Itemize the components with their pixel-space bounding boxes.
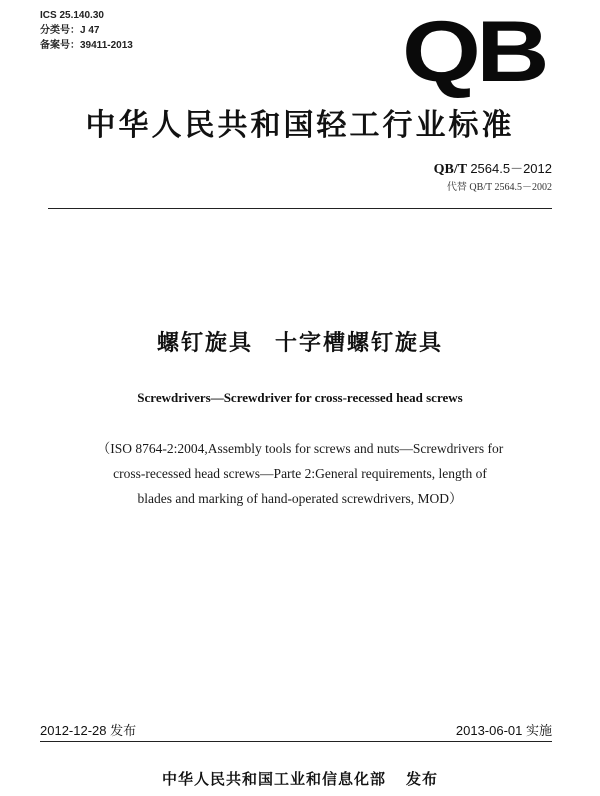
- document-title-cn: [0, 326, 600, 357]
- standard-number: [434, 158, 552, 178]
- publisher: [0, 768, 600, 789]
- iso-line: cross-recessed head screws—Parte 2:General requirements, length of: [113, 466, 487, 481]
- standard-title: 中华人民共和国轻工行业标准: [85, 108, 515, 143]
- standard-prefix: QB/T: [433, 162, 467, 177]
- iso-line: blades and marking of hand-operated screwdrivers, MOD）: [137, 491, 463, 506]
- document-title-en: Screwdrivers—Screwdriver for cross-recessed head screws: [137, 390, 463, 405]
- title-cn-part1: 螺钉旋具: [156, 331, 253, 356]
- standard-number-value: 2564.5－2012: [470, 161, 552, 176]
- footer-divider: [40, 741, 552, 742]
- header-divider: [48, 208, 552, 209]
- publisher-name: 中华人民共和国工业和信息化部: [161, 770, 386, 788]
- implementation-date: 2013-06-01 实施: [455, 723, 552, 738]
- category-code: 分类号：J 47: [40, 25, 100, 36]
- qb-logo: QB: [402, 4, 545, 100]
- document-metadata: [40, 8, 133, 53]
- iso-reference: [60, 436, 540, 511]
- issue-date: 2012-12-28 发布: [40, 723, 137, 738]
- record-number: 备案号：39411-2013: [40, 40, 133, 51]
- ics-code: ICS 25.140.30: [40, 10, 104, 21]
- title-cn-part2: 十字槽螺钉旋具: [275, 331, 444, 356]
- replaces-standard: 代替 QB/T 2564.5－2002: [446, 182, 552, 193]
- iso-line: （ISO 8764-2:2004,Assembly tools for screws and nuts—Screwdrivers for: [96, 441, 504, 456]
- publisher-action: 发布: [406, 770, 439, 788]
